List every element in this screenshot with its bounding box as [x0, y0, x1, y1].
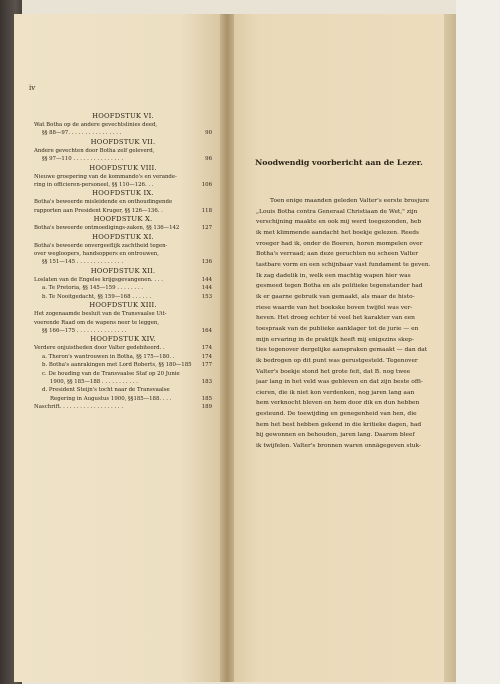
- table-of-contents: [34, 112, 212, 412]
- toc-entry: [34, 276, 212, 284]
- toc-page-number: 174: [201, 353, 212, 360]
- text-line: ik met klimmende aandacht het boekje gelezen. Reeds: [256, 229, 420, 236]
- toc-page-number: 174: [201, 345, 212, 352]
- text-line: Toen enige maanden geleden Valter's eerste brosjure: [270, 198, 430, 204]
- text-line: hem verknocht bleven en hem door dik en dun hebben: [256, 400, 420, 407]
- toc-entry-text: Naschrift. . . . . . . . . . . . . . . . . . .: [34, 404, 124, 411]
- toc-entry: [34, 370, 212, 378]
- preface-title: Noodwendig voorbericht aan de Lezer.: [255, 158, 423, 167]
- text-line: tastbare vorm en een schijnbaar vast fundament te geven.: [256, 261, 431, 268]
- toc-entry-text: b. Botha's aanrakingen met Lord Roberts, §§ 180—185: [42, 362, 192, 369]
- toc-page-number: 90: [205, 130, 212, 137]
- toc-page-number: 185: [201, 395, 212, 402]
- toc-entry-text: Botha's beweerde onvergeeflijk zachtheid tegen-: [34, 242, 168, 249]
- toc-entry-text: §§ 97—110 . . . . . . . . . . . . . . .: [42, 156, 124, 163]
- toc-page-number: [209, 242, 212, 250]
- toc-entry: [34, 181, 212, 189]
- toc-entry: [34, 378, 212, 386]
- toc-entry: [34, 173, 212, 181]
- preface-body: [256, 196, 433, 452]
- chapter-heading: HOOFDSTUK VI.: [92, 112, 154, 120]
- text-line: toespraak van de publieke aanklager tot de jurie — en: [256, 325, 419, 332]
- text-line: gesteund. De toewijding en genegenheid van hen, die: [256, 411, 417, 418]
- chapter-heading: HOOFDSTUK VIII.: [89, 163, 157, 172]
- text-line: „Louis Botha contra Generaal Christiaan de Wet," zijn: [256, 208, 418, 215]
- toc-page-number: [209, 319, 212, 327]
- toc-entry: [34, 250, 212, 258]
- toc-page-number: 127: [201, 225, 212, 232]
- toc-entry-text: a. Te Pretoria, §§ 145—159 . . . . . . . .: [42, 285, 143, 292]
- toc-entry-text: Botha's beweerde misleidende en onthoudingende: [34, 199, 173, 206]
- toc-entry-text: Wat Botha op de andere gevechtslinies deed,: [34, 122, 158, 128]
- text-line: riese waarde van het boekske boven twijfel was ver-: [256, 304, 413, 311]
- text-line: mijn ervaring in de praktijk heeft mij enigszins skep-: [256, 336, 414, 343]
- toc-entry: [34, 361, 212, 369]
- toc-entry-text: Het zogenaamde besluit van de Transvaalse Uit-: [34, 311, 167, 318]
- toc-page-number: [209, 173, 212, 181]
- toc-entry-text: Andere gevechten door Botha zelf geleverd,: [34, 147, 155, 154]
- toc-entry: [34, 319, 212, 327]
- toc-entry-text: voerende Raad om de wapens neer te leggen,: [34, 319, 160, 326]
- toc-page-number: 144: [201, 285, 212, 292]
- toc-entry: [34, 147, 212, 155]
- text-line: heven. Het droeg echter té veel het karakter van een: [256, 315, 415, 322]
- chapter-heading: HOOFDSTUK XIII.: [89, 301, 157, 310]
- toc-page-number: [209, 198, 212, 206]
- toc-entry-text: 1900, §§ 185—188 . . . . . . . . . . .: [50, 378, 138, 385]
- toc-entry-text: Botha's beweerde ontmoedigings-zaken, §§ 136—142: [34, 225, 180, 232]
- toc-page-number: [209, 386, 212, 394]
- toc-page-number: 96: [205, 156, 212, 163]
- text-line: hij gewonnen en behouden, jaren lang. Daarom bleef: [256, 432, 415, 439]
- toc-page-number: 164: [201, 327, 212, 334]
- toc-entry: [34, 403, 212, 411]
- toc-entry: [34, 121, 212, 129]
- toc-page-number: 153: [201, 293, 212, 300]
- toc-entry: [34, 155, 212, 163]
- toc-entry-text: rapporten aan President Kruger, §§ 126—136. .: [34, 207, 163, 214]
- text-line: vroeger had ik, onder de Boeren, horen mompelen over: [256, 240, 423, 247]
- page-number: iv: [29, 84, 36, 92]
- chapter-heading: HOOFDSTUK XII.: [90, 266, 156, 275]
- toc-page-number: 177: [201, 362, 212, 369]
- toc-entry: [34, 242, 212, 250]
- toc-page-number: 189: [201, 404, 212, 411]
- toc-entry-text: Loslaten van de Engelse krijgsgevangenen. . . .: [34, 276, 163, 283]
- toc-entry: [34, 224, 212, 232]
- chapter-heading: HOOFDSTUK XIV.: [90, 335, 156, 344]
- toc-entry-text: d. President Steijn's tocht naar de Transvaalse: [42, 387, 170, 394]
- text-line: Ik zag dadelik in, welk een machtig wapen hier was: [256, 272, 411, 279]
- toc-entry-text: Nieuwe groepering van de kommando's en verande-: [34, 173, 177, 180]
- text-line: ik twijfelen. Valter's bronnen waren onnägegeven stuk-: [256, 443, 421, 450]
- text-line: gesmeed tegen Botha en als politieke tegenstander had: [256, 283, 423, 290]
- toc-entry-text: over wegloopers, handsoppers en ontrouwen,: [34, 251, 159, 258]
- toc-page-number: 118: [201, 207, 212, 214]
- chapter-heading: HOOFDSTUK XI.: [92, 232, 154, 241]
- toc-entry-text: §§ 88—97. . . . . . . . . . . . . . . .: [42, 130, 122, 137]
- chapter-heading: HOOFDSTUK X.: [93, 215, 153, 224]
- toc-entry: [34, 327, 212, 335]
- toc-entry: [34, 284, 212, 292]
- toc-entry: [34, 198, 212, 206]
- toc-entry-text: b. Te Nooitgedacht, §§ 159—168 . . . . . .: [42, 293, 152, 300]
- background: [456, 0, 500, 684]
- toc-page-number: 106: [201, 182, 212, 189]
- toc-entry-text: c. De houding van de Transvaalse Staf op 20 Junie: [42, 370, 180, 377]
- toc-entry-text: §§ 166—175 . . . . . . . . . . . . . . .: [42, 327, 127, 334]
- text-line: Botha's verraad; aan deze geruchten nu scheen Valter: [256, 251, 419, 258]
- text-line: ik bedrogen op dit punt was gerustgesteld. Tegenover: [256, 357, 418, 364]
- toc-entry: [34, 258, 212, 266]
- text-line: ties tegenover dergelijke aanspraken gemaakt — dan dat: [256, 347, 428, 354]
- chapter-heading: HOOFDSTUK IX.: [92, 189, 154, 198]
- toc-entry: [34, 129, 212, 137]
- toc-entry-text: Regering in Augustus 1900, §§185—188. . . .: [50, 395, 172, 402]
- toc-entry-text: a. Theron's wantrouwen in Botha, §§ 175—180. .: [42, 353, 175, 360]
- text-line: jaar lang in het veld was gebleven en dat zijn beste offi-: [256, 379, 423, 386]
- toc-entry: [34, 353, 212, 361]
- text-line: ik er gaarne gebruik van gemaakt, als maar de histo-: [256, 293, 415, 300]
- toc-entry: [34, 395, 212, 403]
- page-edges: [444, 14, 456, 682]
- toc-entry-text: ring in officieren-personeel, §§ 110—126. . .: [34, 182, 154, 189]
- text-line: hem het best hebben gekend in die kritieke dagen, had: [256, 421, 422, 428]
- toc-page-number: [209, 121, 212, 129]
- toc-page-number: [209, 147, 212, 155]
- toc-page-number: [209, 310, 212, 318]
- toc-entry: [34, 344, 212, 352]
- toc-entry: [34, 386, 212, 394]
- text-line: Valter's boekje stond het grote feit, dat B. nog twee: [256, 368, 411, 375]
- toc-entry-text: §§ 151—145 . . . . . . . . . . . . . .: [42, 259, 124, 266]
- toc-entry: [34, 207, 212, 215]
- text-line: verschijning maakte en ook mij werd toegezonden, heb: [256, 219, 422, 226]
- text-line: cieren, die ik niet kon verdenken, nog jaren lang aan: [256, 389, 415, 396]
- toc-page-number: 144: [201, 276, 212, 283]
- toc-page-number: 136: [201, 259, 212, 266]
- toc-entry: [34, 310, 212, 318]
- toc-page-number: [209, 250, 212, 258]
- toc-entry: [34, 293, 212, 301]
- toc-entry-text: Verdere onjuistheden door Valter gedebiteerd. .: [34, 345, 165, 352]
- chapter-heading: HOOFDSTUK VII.: [90, 137, 156, 146]
- toc-page-number: 183: [201, 378, 212, 385]
- toc-page-number: [209, 370, 212, 378]
